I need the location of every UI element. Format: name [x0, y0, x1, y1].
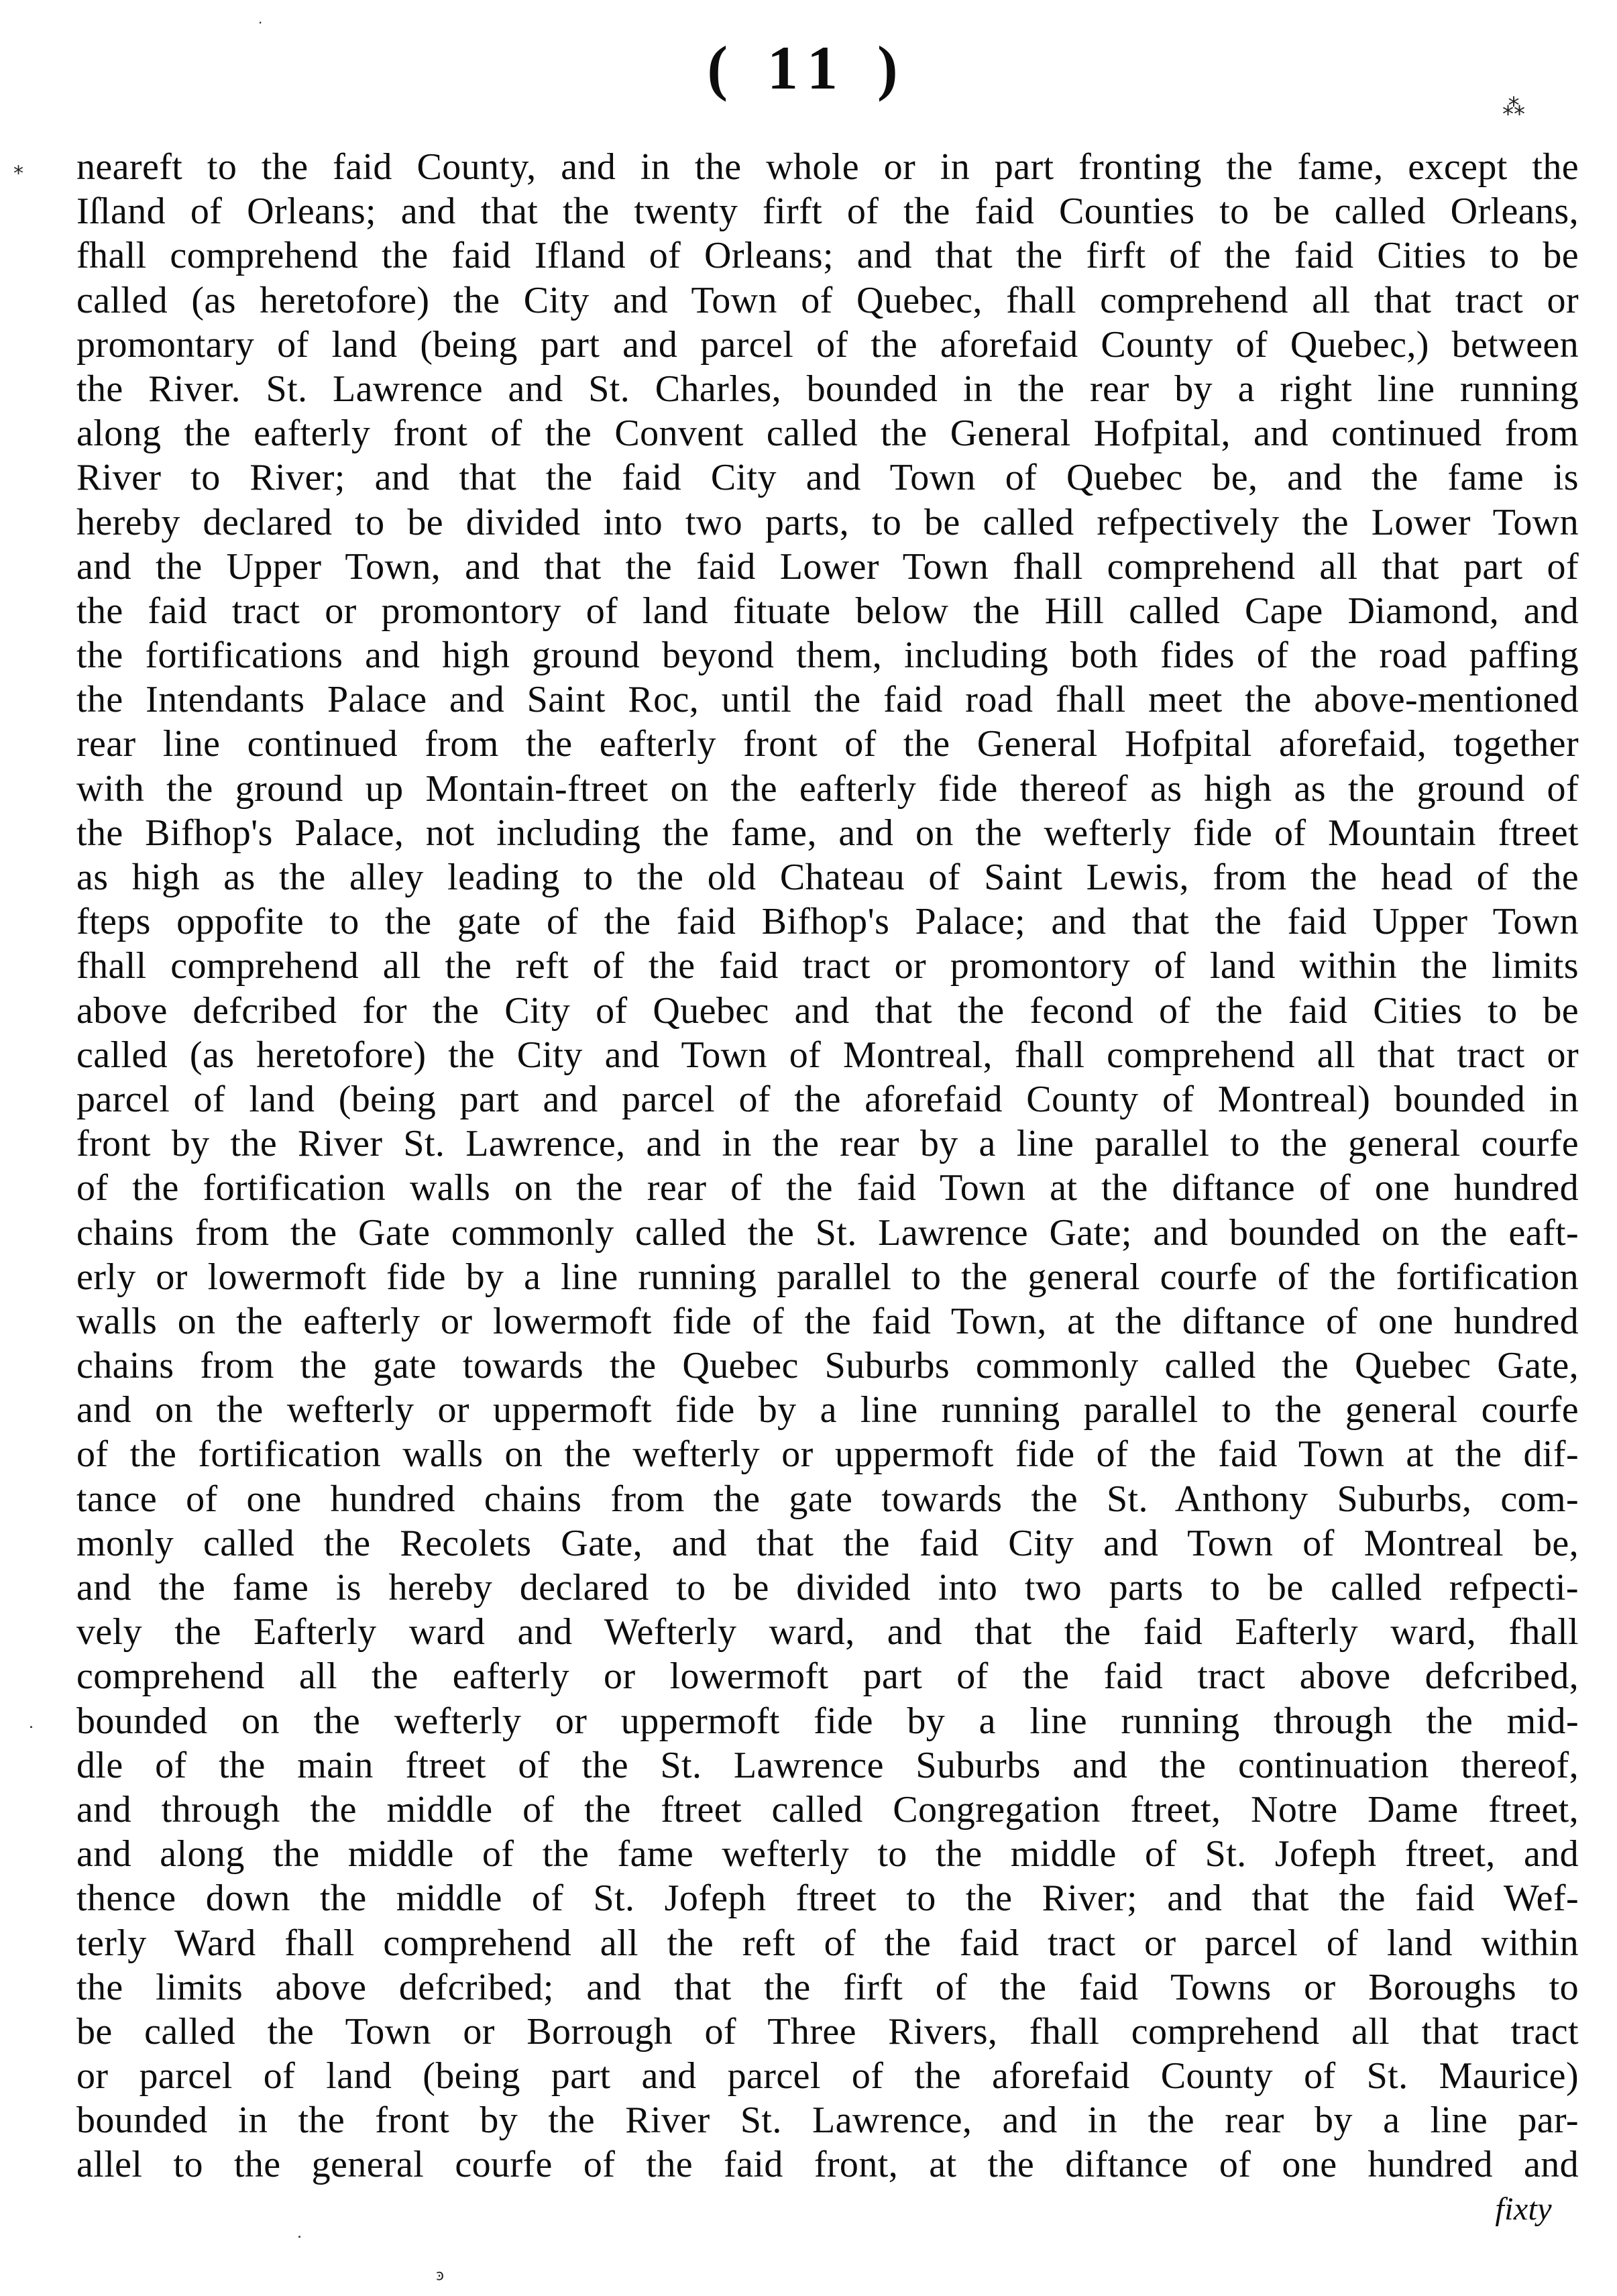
text-line: the Bifhop's Palace, not including the fame, and on the wefterly fide of Mountain ftreet	[76, 812, 1579, 854]
text-line: fhall comprehend the faid Ifland of Orleans; and that the firft of the faid Cities to be	[76, 235, 1579, 277]
text-line: terly Ward fhall comprehend all the reft of the faid tract or parcel of land within	[76, 1922, 1579, 1964]
text-line: River to River; and that the faid City and Town of Quebec be, and the fame is	[76, 457, 1579, 499]
text-line: the faid tract or promontory of land fituate below the Hill called Cape Diamond, and	[76, 590, 1579, 632]
scan-speck: ⁎	[13, 156, 23, 179]
scan-speck: ˙	[27, 1724, 36, 1744]
text-line: comprehend all the eafterly or lowermoft part of the faid tract above defcribed,	[76, 1655, 1579, 1698]
text-line: be called the Town or Borrough of Three Rivers, fhall comprehend all that tract	[76, 2010, 1579, 2053]
text-line: above defcribed for the City of Quebec and that the fecond of the faid Cities to be	[76, 989, 1579, 1032]
text-line: fhall comprehend all the reft of the faid tract or promontory of land within the limits	[76, 945, 1579, 987]
text-line: parcel of land (being part and parcel of the aforefaid County of Montreal) bounded in	[76, 1078, 1579, 1120]
text-line: and the Upper Town, and that the faid Lower Town fhall comprehend all that part of	[76, 545, 1579, 588]
text-line: bounded on the wefterly or uppermoft fide by a line running through the mid-	[76, 1700, 1579, 1742]
text-line: tance of one hundred chains from the gate towards the St. Anthony Suburbs, com-	[76, 1478, 1579, 1520]
text-line: and through the middle of the ftreet called Congregation ftreet, Notre Dame ftreet,	[76, 1788, 1579, 1830]
text-line: thence down the middle of St. Jofeph ftreet to the River; and that the faid Wef-	[76, 1877, 1579, 1920]
scan-speck: ·	[258, 15, 263, 31]
body-text	[76, 145, 1579, 2232]
text-line: called (as heretofore) the City and Town of Montreal, fhall comprehend all that tract or	[76, 1034, 1579, 1076]
text-line: the River. St. Lawrence and St. Charles, bounded in the rear by a right line running	[76, 368, 1579, 410]
text-line: or parcel of land (being part and parcel of the aforefaid County of St. Maurice)	[76, 2055, 1579, 2097]
text-line: of the fortification walls on the wefterly or uppermoft fide of the faid Town at the dif-	[76, 1433, 1579, 1476]
text-line: Iſland of Orleans; and that the twenty firft of the faid Counties to be called Orleans,	[76, 190, 1579, 233]
text-line: the fortifications and high ground beyond them, including both fides of the road paffing	[76, 635, 1579, 677]
text-line: rear line continued from the eafterly front of the General Hofpital aforefaid, together	[76, 723, 1579, 765]
text-line: neareft to the faid County, and in the whole or in part fronting the fame, except the	[76, 146, 1579, 188]
text-line: along the eafterly front of the Convent called the General Hofpital, and continued from	[76, 413, 1579, 455]
text-line: fteps oppofite to the gate of the faid Bifhop's Palace; and that the faid Upper Town	[76, 901, 1579, 943]
text-line: allel to the general courfe of the faid front, at the diftance of one hundred and	[76, 2144, 1579, 2186]
text-line: hereby declared to be divided into two parts, to be called refpectively the Lower Town	[76, 501, 1579, 543]
text-line: vely the Eafterly ward and Wefterly ward, and that the faid Eafterly ward, fhall	[76, 1611, 1579, 1653]
text-line: and on the wefterly or uppermoft fide by a line running parallel to the general courfe	[76, 1389, 1579, 1431]
scan-speck: ͽ	[436, 2267, 445, 2284]
text-line: dle of the main ftreet of the St. Lawrence Suburbs and the continuation thereof,	[76, 1744, 1579, 1786]
text-line: chains from the Gate commonly called the St. Lawrence Gate; and bounded on the eaft-	[76, 1211, 1579, 1254]
text-line: and along the middle of the fame wefterly to the middle of St. Jofeph ftreet, and	[76, 1833, 1579, 1875]
text-line: of the fortification walls on the rear of the faid Town at the diftance of one hundred	[76, 1167, 1579, 1209]
text-line: called (as heretofore) the City and Town of Quebec, fhall comprehend all that tract or	[76, 279, 1579, 321]
text-line: the Intendants Palace and Saint Roc, until the faid road fhall meet the above-mentioned	[76, 679, 1579, 721]
text-line: as high as the alley leading to the old Chateau of Saint Lewis, from the head of the	[76, 857, 1579, 898]
text-line: with the ground up Montain-ftreet on the eafterly fide thereof as high as the ground of	[76, 767, 1579, 810]
text-line: promontary of land (being part and parcel of the aforefaid County of Quebec,) between	[76, 323, 1579, 366]
text-line: erly or lowermoft fide by a line running parallel to the general courfe of the fortification	[76, 1256, 1579, 1298]
scan-speck: ˙	[295, 2234, 304, 2254]
text-line: and the fame is hereby declared to be divided into two parts to be called refpecti-	[76, 1567, 1579, 1608]
scan-speck: ⁂	[1502, 94, 1525, 121]
catchword: fixty	[1495, 2191, 1552, 2227]
text-line: chains from the gate towards the Quebec Suburbs commonly called the Quebec Gate,	[76, 1345, 1579, 1387]
text-line: bounded in the front by the River St. Lawrence, and in the rear by a line par-	[76, 2099, 1579, 2142]
text-line: walls on the eafterly or lowermoft fide of the faid Town, at the diftance of one hundred	[76, 1300, 1579, 1342]
text-line: the limits above defcribed; and that the firft of the faid Towns or Boroughs to	[76, 1966, 1579, 2008]
text-line: monly called the Recolets Gate, and that the faid City and Town of Montreal be,	[76, 1522, 1579, 1564]
text-line: front by the River St. Lawrence, and in the rear by a line parallel to the general courfe	[76, 1123, 1579, 1165]
page-number: ( 11 )	[707, 34, 910, 102]
